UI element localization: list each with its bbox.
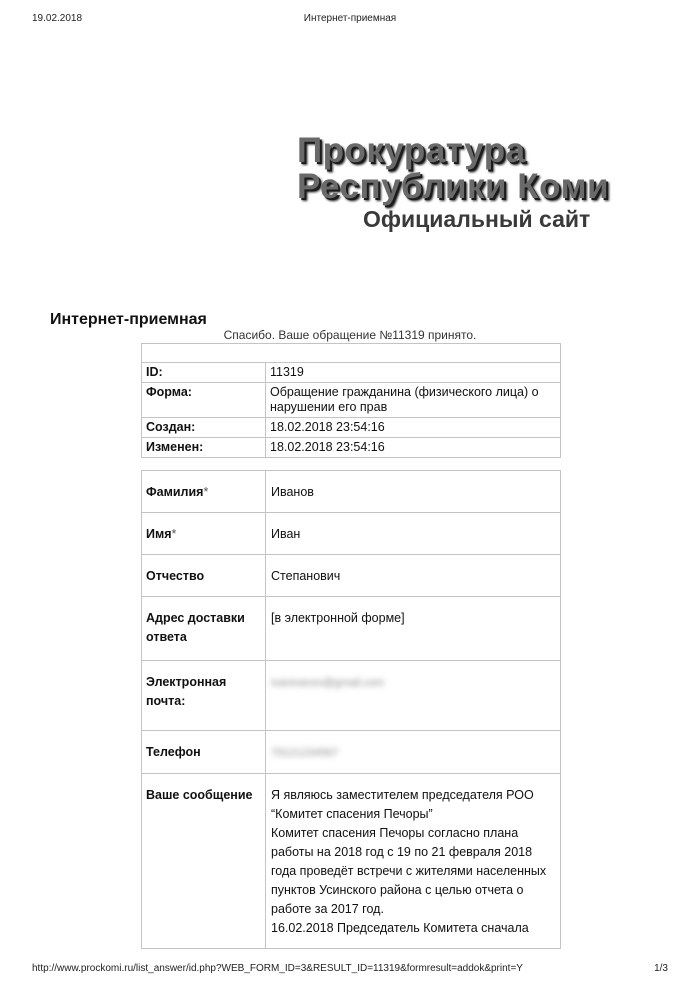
meta-form-label: Форма:	[142, 383, 266, 418]
address-label: Адрес доставки ответа	[142, 597, 266, 661]
meta-form-value: Обращение гражданина (физического лица) о нарушении его прав	[266, 383, 561, 418]
required-mark: *	[203, 485, 209, 499]
email-value	[266, 661, 561, 731]
table-row	[142, 661, 561, 731]
message-line: пунктов Усинского района с целью отчета о	[271, 883, 524, 897]
page-title: Интернет-приемная	[50, 311, 207, 328]
table-row	[142, 597, 561, 661]
logo-subtitle: Официальный сайт	[363, 206, 591, 232]
table-row	[142, 471, 561, 513]
phone-value-blurred: 79121234567	[271, 747, 339, 759]
table-row	[142, 344, 561, 363]
name-label: Имя*	[142, 513, 266, 555]
submitted-form-table	[141, 470, 561, 949]
table-row	[142, 383, 561, 418]
message-value	[266, 774, 561, 949]
phone-value	[266, 731, 561, 774]
table-row	[142, 731, 561, 774]
table-row	[142, 774, 561, 949]
meta-id-label: ID:	[142, 363, 266, 383]
meta-created-label: Создан:	[142, 418, 266, 438]
table-row	[142, 418, 561, 438]
message-line: “Комитет спасения Печоры”	[271, 807, 433, 821]
meta-created-value: 18.02.2018 23:54:16	[266, 418, 561, 438]
table-row	[142, 438, 561, 458]
surname-label: Фамилия*	[142, 471, 266, 513]
required-mark: *	[171, 527, 177, 541]
email-value-blurred: ivanivanov@gmail.com	[271, 677, 385, 689]
print-date: 19.02.2018	[32, 13, 83, 24]
address-value: [в электронной форме]	[266, 597, 561, 661]
phone-label: Телефон	[142, 731, 266, 774]
meta-modified-label: Изменен:	[142, 438, 266, 458]
page-number: 1/3	[654, 963, 668, 974]
email-label: Электронная почта:	[142, 661, 266, 731]
message-line: Комитет спасения Печоры согласно плана	[271, 826, 519, 840]
patronymic-value: Степанович	[266, 555, 561, 597]
name-value: Иван	[266, 513, 561, 555]
table-row	[142, 363, 561, 383]
logo-line-2: Республики Коми	[297, 167, 609, 206]
message-line: Я являюсь заместителем председателя РОО	[271, 788, 534, 802]
table-row	[142, 555, 561, 597]
result-meta-table	[141, 343, 561, 458]
message-label: Ваше сообщение	[142, 774, 266, 949]
meta-id-value: 11319	[266, 363, 561, 383]
thanks-message: Спасибо. Ваше обращение №11319 принято.	[223, 328, 477, 342]
message-line: работе за 2017 год.	[271, 902, 384, 916]
print-url: http://www.prockomi.ru/list_answer/id.php?WEB_FORM_ID=3&RESULT_ID=11319&formresult=addok&print=Y	[32, 963, 523, 974]
site-logo[interactable]	[297, 131, 617, 232]
table-row	[142, 513, 561, 555]
message-line: 16.02.2018 Председатель Комитета сначала	[271, 921, 529, 935]
message-line: года проведёт встречи с жителями населенных	[271, 864, 547, 878]
patronymic-label: Отчество	[142, 555, 266, 597]
surname-value: Иванов	[266, 471, 561, 513]
message-line: работы на 2018 год с 19 по 21 февраля 2018	[271, 845, 533, 859]
meta-modified-value: 18.02.2018 23:54:16	[266, 438, 561, 458]
print-page-title: Интернет-приемная	[303, 13, 397, 24]
logo-line-1: Прокуратура	[297, 131, 526, 170]
